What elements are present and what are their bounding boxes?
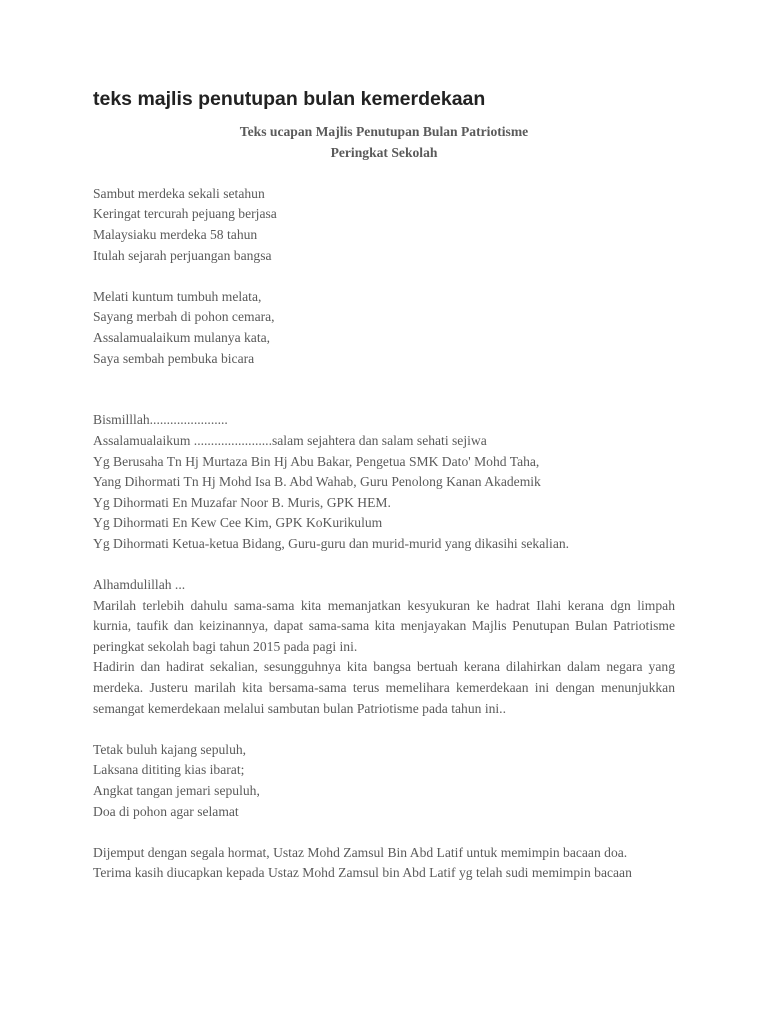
- document-body: [93, 122, 675, 884]
- pantun-greeting: [93, 287, 675, 369]
- salutation-line: Yg Dihormati Ketua-ketua Bidang, Guru-guru dan murid-murid yang dikasihi sekalian.: [93, 535, 570, 551]
- verse-line: Laksana dititing kias ibarat;: [93, 762, 245, 778]
- verse-line: Melati kuntum tumbuh melata,: [93, 288, 262, 304]
- verse-line: Doa di pohon agar selamat: [93, 803, 239, 819]
- subtitle-line: Peringkat Sekolah: [330, 144, 438, 160]
- paragraph: Dijemput dengan segala hormat, Ustaz Mohd Zamsul Bin Abd Latif untuk memimpin bacaan doa.: [93, 844, 628, 860]
- verse-line: Itulah sejarah perjuangan bangsa: [93, 247, 272, 263]
- verse-line: Sayang merbah di pohon cemara,: [93, 309, 275, 325]
- page-title: teks majlis penutupan bulan kemerdekaan: [93, 88, 486, 110]
- document-subtitle: [93, 122, 675, 163]
- salutations: [93, 410, 675, 554]
- subtitle-line: Teks ucapan Majlis Penutupan Bulan Patriotisme: [239, 124, 529, 139]
- paragraph: Hadirin dan hadirat sekalian, sesungguhnya kita bangsa bertuah kerana dilahirkan dalam negara yang merdeka. Justeru marilah kita bersama-sama terus memelihara kemerdekaan ini dengan menunjukkan semangat kemerdekaan melalui sambutan bulan Patriotisme pada tahun ini..: [93, 659, 675, 716]
- salutation-line: Bismilllah.......................: [93, 412, 228, 428]
- salutation-line: Yg Dihormati En Muzafar Noor B. Muris, GPK HEM.: [93, 494, 391, 510]
- salutation-line: Yang Dihormati Tn Hj Mohd Isa B. Abd Wahab, Guru Penolong Kanan Akademik: [93, 474, 541, 490]
- alhamdulillah-line: Alhamdulillah ...: [93, 577, 186, 593]
- paragraph: Marilah terlebih dahulu sama-sama kita memanjatkan kesyukuran ke hadrat Ilahi kerana dgn limpah kurnia, taufik dan keizinannya, dapat sama-sama kita menjayakan Majlis Penutupan Bulan Patriotisme peringkat sekolah bagi tahun 2015 pada pagi ini.: [93, 597, 675, 654]
- salutation-line: Yg Dihormati En Kew Cee Kim, GPK KoKurikulum: [93, 515, 383, 531]
- pantun-doa: [93, 740, 675, 822]
- verse-line: Keringat tercurah pejuang berjasa: [93, 206, 277, 222]
- verse-line: Saya sembah pembuka bicara: [93, 350, 255, 366]
- verse-line: Sambut merdeka sekali setahun: [93, 185, 265, 201]
- salutation-line: Assalamualaikum .......................salam sejahtera dan salam sehati sejiwa: [93, 432, 487, 448]
- pantun-opening: [93, 184, 675, 266]
- verse-line: Assalamualaikum mulanya kata,: [93, 329, 271, 345]
- paragraph: Terima kasih diucapkan kepada Ustaz Mohd Zamsul bin Abd Latif yg telah sudi memimpin bacaan: [93, 865, 632, 881]
- verse-line: Malaysiaku merdeka 58 tahun: [93, 226, 258, 242]
- verse-line: Tetak buluh kajang sepuluh,: [93, 741, 247, 757]
- verse-line: Angkat tangan jemari sepuluh,: [93, 783, 260, 798]
- salutation-line: Yg Berusaha Tn Hj Murtaza Bin Hj Abu Bakar, Pengetua SMK Dato' Mohd Taha,: [93, 453, 540, 469]
